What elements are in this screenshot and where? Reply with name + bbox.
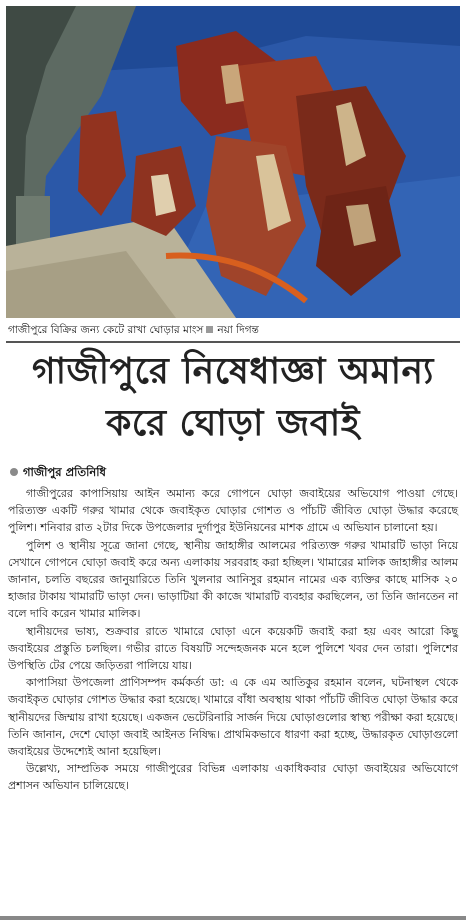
byline bbox=[10, 462, 106, 482]
paragraph: উল্লেখ্য, সাম্প্রতিক সময়ে গাজীপুরের বিভিন্ন এলাকায় একাধিকবার ঘোড়া জবাইয়ের অভিযোগে প্রশাসন অভিযান চালিয়েছে। bbox=[8, 762, 458, 793]
horse-meat-photo bbox=[6, 6, 460, 318]
article-body bbox=[8, 485, 458, 795]
caption-credit: নয়া দিগন্ত bbox=[217, 324, 259, 336]
caption-separator-icon bbox=[206, 326, 213, 333]
bullet-icon bbox=[10, 468, 18, 476]
headline-line-1: গাজীপুরে নিষেধাজ্ঞা অমান্য bbox=[32, 351, 434, 392]
photo-caption bbox=[8, 321, 460, 339]
headline bbox=[6, 346, 460, 450]
divider bbox=[0, 916, 466, 920]
headline-line-2: করে ঘোড়া জবাই bbox=[106, 403, 360, 444]
byline-text: গাজীপুর প্রতিনিধি bbox=[23, 465, 106, 479]
paragraph: গাজীপুরের কাপাসিয়ায় আইন অমান্য করে গোপনে ঘোড়া জবাইয়ের অভিযোগ পাওয়া গেছে। পরিত্যক্ত একটি গরুর খামার থেকে জবাইকৃত ঘোড়ার গোশত ও পাঁচটি জীবিত ঘোড়া উদ্ধার করেছে পুলিশ। শনিবার রাত ২টার দিকে উপজেলার দুর্গাপুর ইউনিয়নের মাশক গ্রামে এ অভিযান চালানো হয়। bbox=[8, 487, 458, 535]
paragraph: পুলিশ ও স্থানীয় সূত্রে জানা গেছে, স্থানীয় জাহাঙ্গীর আলমের পরিত্যক্ত গরুর খামারটি ভাড়া নিয়ে সেখানে গোপনে ঘোড়া জবাই করে অন্য এলাকায় সরবরাহ করা হচ্ছিল। খামারের মালিক জাহাঙ্গীর আলম জানান, চলতি বছরের জানুয়ারিতে তিনি খুলনার আনিসুর রহমান নামের এক ব্যক্তির কাছে মাসিক ২০ হাজার টাকায় খামারটি ভাড়া দেন। ভাড়াটিয়া কী কাজে খামারটি ব্যবহার করছিলেন, তা তিনি জানতেন না বলে দাবি করেন খামার মালিক। bbox=[8, 538, 458, 621]
divider bbox=[6, 341, 460, 343]
caption-text: গাজীপুরে বিক্রির জন্য কেটে রাখা ঘোড়ার মাংস bbox=[8, 324, 204, 336]
article-photo bbox=[6, 6, 460, 318]
paragraph: কাপাসিয়া উপজেলা প্রাণিসম্পদ কর্মকর্তা ডা: এ কে এম আতিকুর রহমান বলেন, ঘটনাস্থল থেকে জবাইকৃত ঘোড়ার গোশত উদ্ধার করা হয়েছে। খামারে বাঁধা অবস্থায় থাকা পাঁচটি জীবিত ঘোড়া উদ্ধার করে স্থানীয়দের জিম্মায় রাখা হয়েছে। একজন ভেটেরিনারি সার্জন দিয়ে ঘোড়াগুলোর স্বাস্থ্য পরীক্ষা করা হয়েছে। তিনি জানান, দেশে ঘোড়া জবাই আইনত নিষিদ্ধ। প্রাথমিকভাবে ধারণা করা হচ্ছে, উদ্ধারকৃত ঘোড়াগুলো জবাইয়ের উদ্দেশ্যেই আনা হয়েছিল। bbox=[8, 676, 458, 759]
paragraph: স্থানীয়দের ভাষ্য, শুক্রবার রাতে খামারে ঘোড়া এনে কয়েকটি জবাই করা হয় এবং আরো কিছু জবাইয়ের প্রস্তুতি চলছিল। গভীর রাতে বিষয়টি সন্দেহজনক মনে হলে পুলিশে খবর দেন তারা। পুলিশের উপস্থিতি টের পেয়ে জড়িতরা পালিয়ে যায়। bbox=[8, 624, 458, 673]
